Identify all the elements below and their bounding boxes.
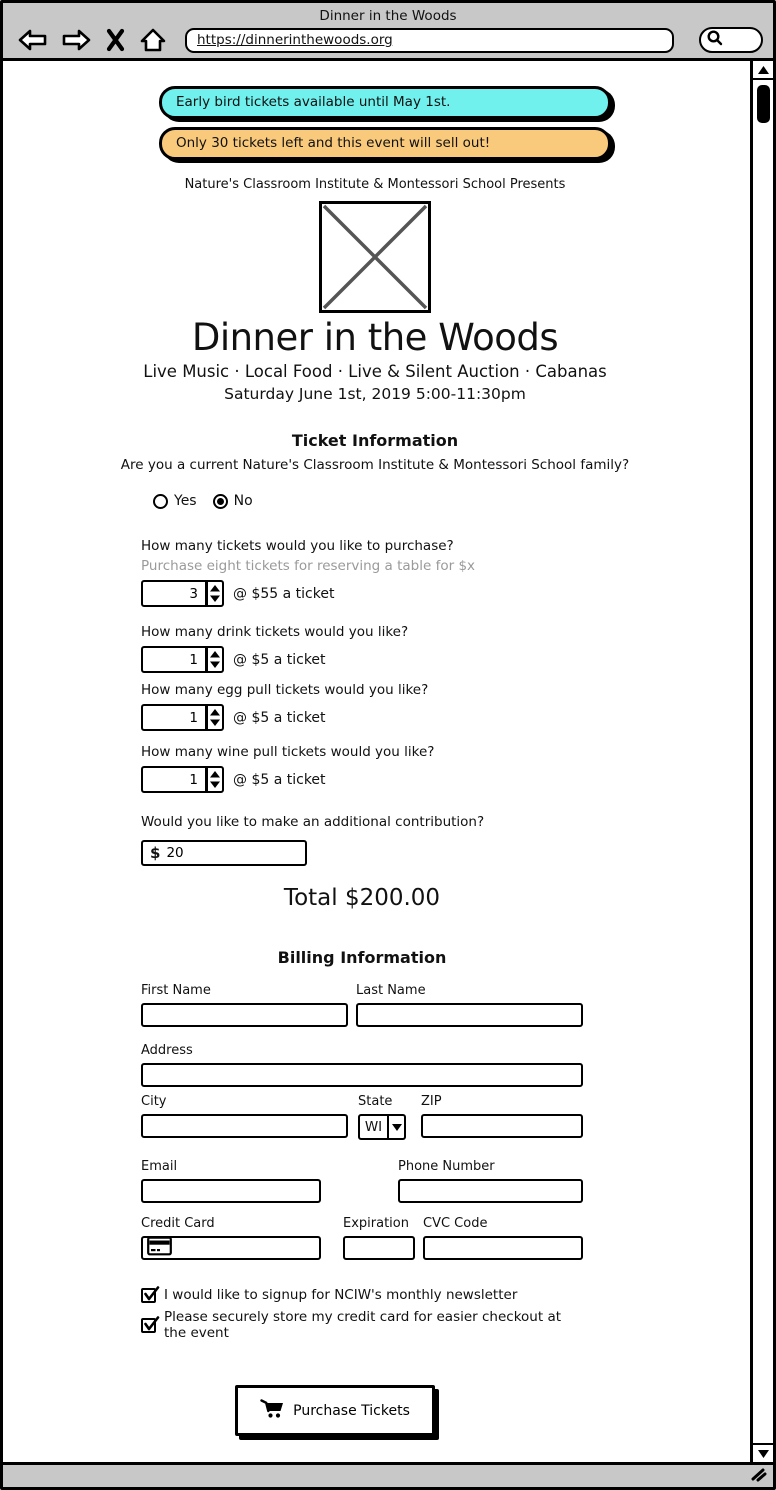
back-icon[interactable] — [17, 26, 49, 54]
credit-card-icon — [147, 1237, 172, 1260]
tickets-stepper-buttons[interactable] — [207, 580, 224, 607]
home-icon[interactable] — [138, 26, 168, 54]
egg-pull-stepper-buttons[interactable] — [207, 704, 224, 731]
alert-early-bird-text: Early bird tickets available until May 1st. — [176, 94, 451, 110]
state-label: State — [358, 1094, 393, 1109]
newsletter-consent-row[interactable] — [141, 1287, 583, 1303]
newsletter-consent-label: I would like to signup for NCIW's monthly newsletter — [164, 1287, 518, 1303]
table-reservation-hint: Purchase eight tickets for reserving a table for $x — [141, 558, 476, 574]
last-name-label: Last Name — [356, 983, 426, 998]
drink-tickets-quantity-input[interactable] — [141, 646, 207, 673]
address-row — [141, 1043, 583, 1087]
alert-tickets-left — [159, 127, 611, 160]
phone-input[interactable] — [398, 1179, 583, 1203]
family-radio-group — [153, 493, 583, 509]
drink-tickets-stepper-row — [141, 646, 583, 673]
wine-pull-stepper-row — [141, 766, 583, 793]
address-input[interactable] — [141, 1063, 583, 1087]
search-box[interactable] — [699, 27, 763, 53]
radio-yes-circle[interactable] — [153, 494, 168, 509]
egg-pull-price-note: @ $5 a ticket — [233, 709, 326, 726]
contribution-input[interactable] — [166, 845, 298, 861]
cvc-label: CVC Code — [423, 1216, 488, 1231]
city-state-zip-row — [141, 1094, 583, 1140]
contribution-field[interactable] — [141, 840, 307, 866]
billing-heading: Billing Information — [277, 948, 447, 967]
first-name-input[interactable] — [141, 1003, 348, 1027]
newsletter-checkbox[interactable] — [141, 1288, 156, 1303]
stop-icon[interactable] — [103, 26, 127, 54]
event-tagline: Live Music · Local Food · Live & Silent Auction · Cabanas — [143, 362, 607, 381]
egg-pull-stepper-row — [141, 704, 583, 731]
search-icon — [706, 29, 724, 51]
expiration-label: Expiration — [343, 1216, 409, 1231]
zip-label: ZIP — [421, 1094, 442, 1109]
currency-prefix: $ — [150, 844, 161, 862]
address-label: Address — [141, 1043, 193, 1058]
tickets-stepper-row — [141, 580, 583, 607]
alert-early-bird — [159, 86, 611, 119]
zip-input[interactable] — [421, 1114, 583, 1138]
radio-no-label: No — [233, 493, 253, 509]
url-text: https://dinnerinthewoods.org — [197, 32, 393, 48]
radio-yes-label: Yes — [174, 493, 197, 509]
radio-selected-dot — [217, 498, 224, 505]
store-card-consent-label: Please securely store my credit card for easier checkout at the event — [164, 1309, 562, 1341]
order-total: Total $200.00 — [283, 885, 441, 911]
window-title: Dinner in the Woods — [319, 8, 457, 24]
page-title: Dinner in the Woods — [191, 316, 559, 359]
drink-tickets-question: How many drink tickets would you like? — [141, 624, 409, 640]
wine-pull-price-note: @ $5 a ticket — [233, 771, 326, 788]
egg-pull-quantity-input[interactable] — [141, 704, 207, 731]
first-name-label: First Name — [141, 983, 211, 998]
ticket-info-heading: Ticket Information — [291, 431, 459, 450]
egg-pull-question: How many egg pull tickets would you like? — [141, 682, 429, 698]
name-row — [141, 983, 583, 1027]
event-datetime: Saturday June 1st, 2019 5:00-11:30pm — [224, 385, 526, 403]
drink-tickets-stepper-buttons[interactable] — [207, 646, 224, 673]
state-selected-value: WI — [358, 1114, 388, 1140]
drink-tickets-price-note: @ $5 a ticket — [233, 651, 326, 668]
state-dropdown-arrow-icon[interactable] — [388, 1114, 406, 1140]
cvc-input[interactable] — [423, 1236, 583, 1260]
contribution-question: Would you like to make an additional contribution? — [141, 814, 485, 830]
email-phone-row — [141, 1159, 583, 1203]
email-label: Email — [141, 1159, 178, 1174]
cart-icon — [260, 1398, 284, 1424]
forward-icon[interactable] — [60, 26, 92, 54]
browser-chrome — [3, 3, 773, 61]
resize-grip-icon[interactable] — [749, 1467, 769, 1486]
scroll-up-arrow-icon[interactable] — [753, 61, 773, 80]
radio-no[interactable] — [213, 493, 253, 509]
store-card-checkbox[interactable] — [141, 1318, 156, 1333]
status-bar — [3, 1462, 773, 1487]
credit-card-label: Credit Card — [141, 1216, 215, 1231]
presenter-line: Nature's Classroom Institute & Montessori School Presents — [184, 177, 566, 192]
tickets-question: How many tickets would you like to purchase? — [141, 538, 454, 554]
card-row — [141, 1216, 583, 1260]
radio-no-circle[interactable] — [213, 494, 228, 509]
consent-checkboxes — [141, 1287, 583, 1341]
email-input[interactable] — [141, 1179, 321, 1203]
wine-pull-question: How many wine pull tickets would you like? — [141, 744, 435, 760]
url-bar[interactable] — [185, 28, 674, 53]
expiration-input[interactable] — [343, 1236, 415, 1260]
store-card-consent-row[interactable] — [141, 1309, 583, 1341]
tickets-price-note: @ $55 a ticket — [233, 585, 335, 602]
scroll-down-arrow-icon[interactable] — [753, 1443, 773, 1462]
alert-tickets-left-text: Only 30 tickets left and this event will sell out! — [176, 135, 491, 151]
vertical-scrollbar[interactable] — [750, 61, 773, 1462]
page-content — [3, 86, 747, 1436]
family-question: Are you a current Nature's Classroom Institute & Montessori School family? — [120, 457, 630, 473]
browser-toolbar — [3, 24, 773, 54]
event-image-placeholder — [319, 201, 431, 313]
city-label: City — [141, 1094, 167, 1109]
phone-label: Phone Number — [398, 1159, 495, 1174]
wine-pull-stepper-buttons[interactable] — [207, 766, 224, 793]
city-input[interactable] — [141, 1114, 348, 1138]
tickets-quantity-input[interactable] — [141, 580, 207, 607]
wine-pull-quantity-input[interactable] — [141, 766, 207, 793]
page-viewport — [3, 61, 773, 1462]
purchase-tickets-label: Purchase Tickets — [293, 1402, 410, 1419]
last-name-input[interactable] — [356, 1003, 583, 1027]
purchase-tickets-button[interactable] — [235, 1385, 435, 1436]
state-select[interactable] — [358, 1114, 406, 1140]
scrollbar-thumb[interactable] — [757, 85, 770, 123]
radio-yes[interactable] — [153, 493, 197, 509]
